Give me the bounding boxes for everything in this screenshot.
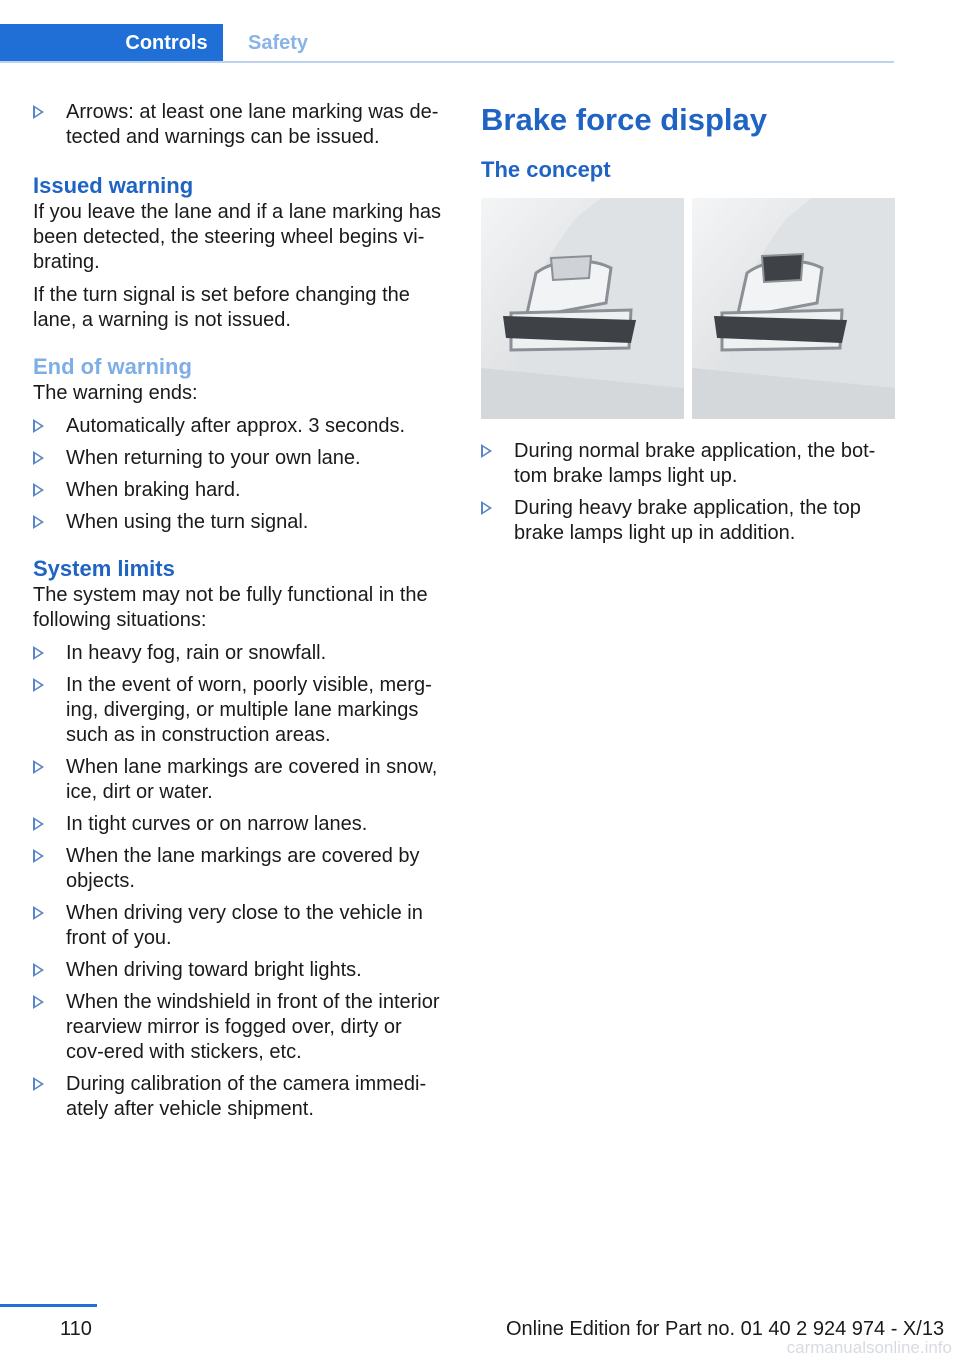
list-item: [33, 958, 443, 983]
list-item: [33, 478, 443, 503]
intro-list: [33, 100, 443, 150]
triangle-bullet-icon: [33, 646, 44, 660]
issued-warning-heading: Issued warning: [33, 173, 194, 198]
end-of-warning-heading: End of warning: [33, 354, 192, 379]
list-item: [33, 641, 443, 666]
header-tabbar: [0, 24, 894, 62]
triangle-bullet-icon: [33, 817, 44, 831]
list-item-text: When lane markings are covered in snow, ice, dirt or water.: [66, 756, 438, 803]
triangle-bullet-icon: [33, 678, 44, 692]
list-item-text: Arrows: at least one lane marking was de-tected and warnings can be issued.: [66, 101, 439, 148]
triangle-bullet-icon: [33, 483, 44, 497]
list-item-text: When braking hard.: [66, 479, 241, 501]
list-item-text: During calibration of the camera immedi-ately after vehicle shipment.: [66, 1073, 427, 1120]
list-item: [481, 439, 895, 489]
list-item-text: When driving very close to the vehicle in front of you.: [66, 902, 423, 949]
list-item-text: When the windshield in front of the interior rearview mirror is fogged over, dirty or cov-ered with stickers, etc.: [66, 991, 440, 1063]
end-of-warning-list: [33, 414, 443, 535]
list-item: [33, 446, 443, 471]
tail-lamp-bottom-lit: [481, 198, 684, 419]
triangle-bullet-icon: [33, 419, 44, 433]
list-item-text: When the lane markings are covered by objects.: [66, 845, 420, 892]
brake-lamps-illustration: [481, 198, 895, 419]
tab-controls[interactable]: [0, 24, 223, 62]
end-of-warning-intro: The warning ends:: [33, 382, 198, 404]
triangle-bullet-icon: [33, 849, 44, 863]
list-item: [33, 1072, 443, 1122]
list-item-text: Automatically after approx. 3 seconds.: [66, 415, 406, 437]
list-item: [33, 414, 443, 439]
system-limits-list: [33, 641, 443, 1122]
watermark: carmanualsonline.info: [786, 1338, 952, 1357]
triangle-bullet-icon: [33, 451, 44, 465]
list-item: [33, 100, 443, 150]
list-item: [33, 990, 443, 1065]
list-item: [33, 812, 443, 837]
system-limits-heading: System limits: [33, 556, 175, 581]
brake-force-display-title: Brake force display: [481, 102, 768, 137]
triangle-bullet-icon: [481, 501, 492, 515]
triangle-bullet-icon: [481, 444, 492, 458]
list-item-text: During heavy brake application, the top brake lamps light up in addition.: [514, 497, 861, 544]
the-concept-subtitle: The concept: [481, 157, 611, 182]
triangle-bullet-icon: [33, 963, 44, 977]
list-item: [33, 673, 443, 748]
triangle-bullet-icon: [33, 995, 44, 1009]
list-item: [33, 844, 443, 894]
footer-rule: [0, 1304, 97, 1307]
list-item-text: In tight curves or on narrow lanes.: [66, 813, 368, 835]
triangle-bullet-icon: [33, 906, 44, 920]
tab-safety[interactable]: [223, 24, 333, 62]
list-item-text: When driving toward bright lights.: [66, 959, 362, 981]
list-item: [33, 755, 443, 805]
issued-warning-paragraph-1: If you leave the lane and if a lane marking has been detected, the steering wheel begins vi-brating.: [33, 201, 442, 273]
page-number: 110: [60, 1318, 92, 1340]
header-rule: [0, 61, 894, 63]
right-column: [481, 100, 895, 553]
list-item-text: When returning to your own lane.: [66, 447, 361, 469]
system-limits-intro: The system may not be fully functional in the following situations:: [33, 584, 428, 631]
tab-controls-label: Controls: [125, 31, 208, 54]
triangle-bullet-icon: [33, 1077, 44, 1091]
list-item-text: In the event of worn, poorly visible, merg-ing, diverging, or multiple lane markings such as in construction areas.: [66, 674, 432, 746]
triangle-bullet-icon: [33, 760, 44, 774]
list-item-text: When using the turn signal.: [66, 511, 309, 533]
issued-warning-paragraph-2: If the turn signal is set before changing the lane, a warning is not issued.: [33, 284, 410, 331]
brake-force-list: [481, 439, 895, 546]
triangle-bullet-icon: [33, 515, 44, 529]
list-item: [33, 901, 443, 951]
online-edition-text: Online Edition for Part no. 01 40 2 924 974 - X/13: [506, 1318, 945, 1340]
list-item-text: During normal brake application, the bot-tom brake lamps light up.: [514, 440, 876, 487]
tab-safety-label: Safety: [247, 31, 309, 54]
list-item: [481, 496, 895, 546]
left-column: [33, 100, 443, 1129]
triangle-bullet-icon: [33, 105, 44, 119]
tail-lamp-figure-svg: [481, 198, 895, 419]
tail-lamp-top-and-bottom-lit: [692, 198, 895, 419]
list-item: [33, 510, 443, 535]
list-item-text: In heavy fog, rain or snowfall.: [66, 642, 327, 664]
